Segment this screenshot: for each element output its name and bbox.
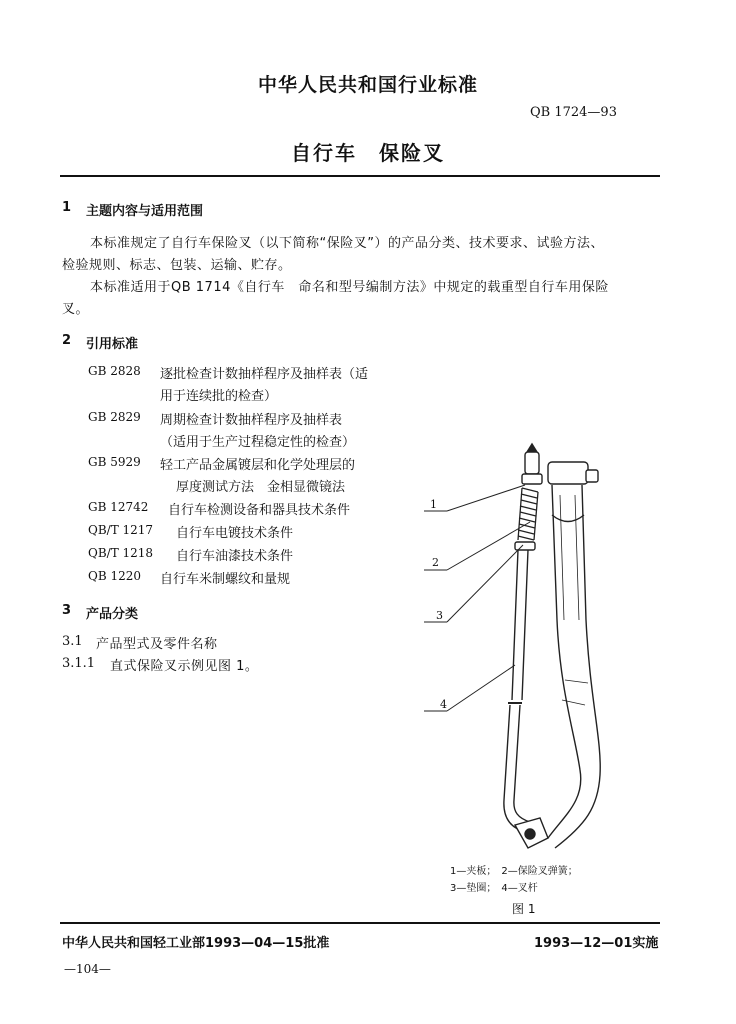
- page-number: —104—: [64, 962, 111, 976]
- ref-code: GB 2829: [88, 410, 141, 424]
- ref-text: 轻工产品金属镀层和化学处理层的: [160, 458, 356, 473]
- standard-code: QB 1724—93: [530, 105, 617, 120]
- ref-text-cont: 厚度测试方法 金相显微镜法: [176, 480, 346, 495]
- ref-code: QB/T 1218: [88, 546, 154, 560]
- ref-code: QB 1220: [88, 569, 142, 583]
- fork-dropout: [515, 818, 548, 848]
- fork-washer: [515, 542, 535, 550]
- section2-number: 2: [62, 333, 72, 348]
- section1-para1-line1: 本标准规定了自行车保险叉（以下简称“保险叉”）的产品分类、技术要求、试验方法、: [90, 236, 604, 251]
- fork-crown: [548, 462, 598, 522]
- section3-sub2-text: 直式保险叉示例见图 1。: [110, 659, 259, 674]
- callout-4: 4: [440, 698, 447, 711]
- callout-3: 3: [436, 609, 443, 622]
- callout-1: 1: [430, 498, 437, 511]
- fork-blade: [548, 485, 600, 848]
- issuer-text: 中华人民共和国轻工业部1993—04—15批准: [62, 936, 330, 951]
- leader-lines: [424, 485, 530, 711]
- figure-caption: 图 1: [512, 902, 536, 916]
- ref-text: 自行车电镀技术条件: [176, 526, 294, 541]
- figure-legend-line2: 3—垫圈； 4—叉杆: [450, 883, 538, 894]
- fork-cap: [522, 444, 542, 484]
- section1-para2-line2: 叉。: [62, 302, 90, 317]
- ref-code: GB 5929: [88, 455, 141, 469]
- ref-text: 自行车米制螺纹和量规: [160, 572, 291, 587]
- fork-rod: [504, 550, 530, 830]
- ref-text: 自行车油漆技术条件: [176, 549, 294, 564]
- callout-2: 2: [432, 556, 439, 569]
- section1-para1-line2: 检验规则、标志、包装、运输、贮存。: [62, 258, 292, 273]
- section1-number: 1: [62, 200, 72, 215]
- fork-spring: [518, 488, 538, 540]
- effective-date: 1993—12—01实施: [534, 936, 659, 951]
- section3-sub1-number: 3.1: [62, 634, 83, 649]
- ref-text: 自行车检测设备和器具技术条件: [168, 503, 351, 518]
- section1-para2-line1: 本标准适用于QB 1714《自行车 命名和型号编制方法》中规定的载重型自行车用保险: [90, 280, 609, 295]
- section3-sub1-text: 产品型式及零件名称: [96, 637, 218, 652]
- ref-text-cont: （适用于生产过程稳定性的检查）: [160, 435, 356, 450]
- doc-title: 自行车 保险叉: [291, 141, 445, 165]
- ref-code: GB 2828: [88, 364, 141, 378]
- figure-legend-line1: 1—夹板； 2—保险叉弹簧；: [450, 866, 578, 877]
- section2-heading: 引用标准: [86, 337, 139, 352]
- org-title: 中华人民共和国行业标准: [257, 74, 478, 96]
- ref-text: 周期检查计数抽样程序及抽样表: [160, 413, 343, 428]
- section3-heading: 产品分类: [86, 607, 139, 622]
- section1-heading: 主题内容与适用范围: [86, 204, 204, 219]
- footer-rule: [60, 922, 660, 924]
- section3-sub2-number: 3.1.1: [62, 656, 96, 671]
- ref-code: GB 12742: [88, 500, 149, 514]
- section3-number: 3: [62, 603, 72, 618]
- ref-text: 逐批检查计数抽样程序及抽样表（适: [160, 367, 369, 382]
- ref-code: QB/T 1217: [88, 523, 154, 537]
- ref-text-cont: 用于连续批的检查）: [160, 389, 278, 404]
